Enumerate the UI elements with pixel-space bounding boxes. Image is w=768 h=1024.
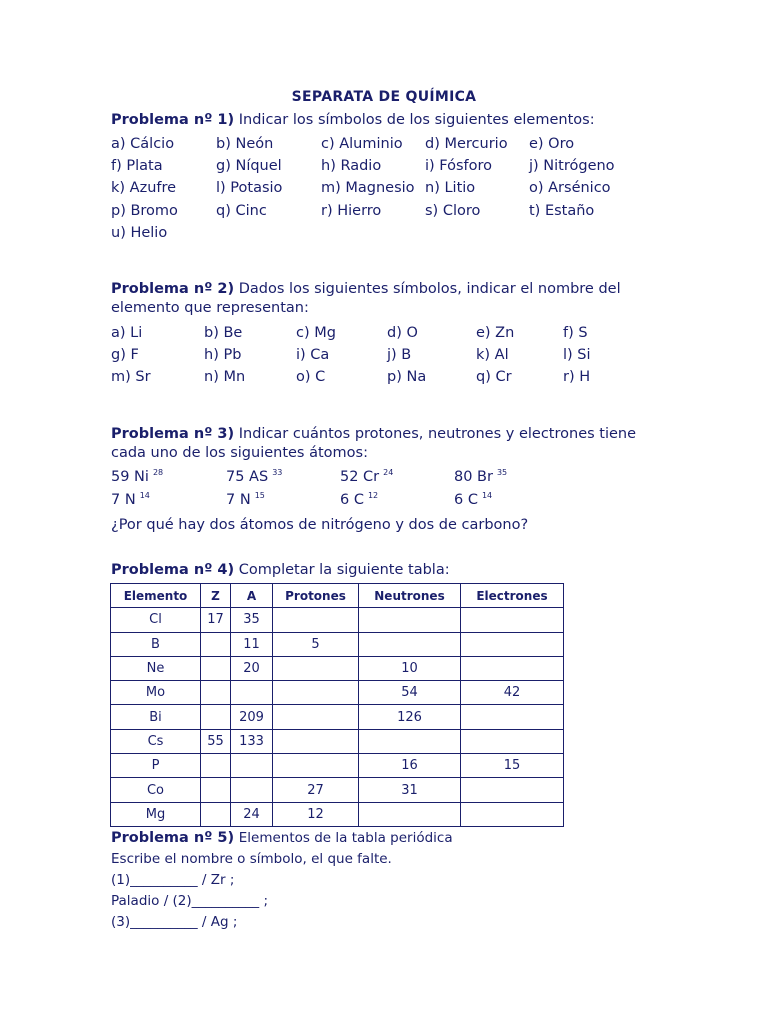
table-cell: Mg	[111, 802, 201, 826]
problem-5-instruction: Escribe el nombre o símbolo, el que falte.	[111, 851, 392, 867]
table-row	[111, 608, 564, 632]
atom-symbol: 6 C	[454, 492, 478, 508]
problem-1-item: l) Potasio	[216, 180, 283, 196]
table-cell	[273, 705, 359, 729]
problem-2-item: d) O	[387, 325, 418, 341]
table-row	[111, 632, 564, 656]
table-cell: 133	[231, 729, 273, 753]
page-title: SEPARATA DE QUÍMICA	[291, 89, 477, 105]
table-row	[111, 681, 564, 705]
problem-5-heading	[111, 829, 453, 848]
table-header-cell: Protones	[273, 584, 359, 608]
problem-5-text: Elementos de la tabla periódica	[238, 830, 453, 846]
problem-3-question: ¿Por qué hay dos átomos de nitrógeno y dos de carbono?	[111, 517, 529, 533]
problem-2-text-line1: Dados los siguientes símbolos, indicar el nombre del	[238, 281, 621, 297]
table-row	[111, 802, 564, 826]
problem-2-item: n) Mn	[204, 369, 246, 385]
problem-1-item: m) Magnesio	[321, 180, 415, 196]
atom-notation	[111, 468, 163, 485]
table-row	[111, 705, 564, 729]
table-body	[111, 608, 564, 827]
table-cell: 15	[461, 754, 564, 778]
table-cell	[461, 705, 564, 729]
atom-superscript: 28	[152, 468, 164, 477]
table-cell: 54	[359, 681, 461, 705]
table-cell: 24	[231, 802, 273, 826]
table-header-cell: Elemento	[111, 584, 201, 608]
problem-1-item: j) Nitrógeno	[529, 158, 615, 174]
problem-1-item: e) Oro	[529, 136, 575, 152]
problem-2-item: k) Al	[476, 347, 509, 363]
fill-in-line: (1)__________ / Zr ;	[111, 872, 235, 888]
problem-2-item: a) Li	[111, 325, 143, 341]
table-cell: Cl	[111, 608, 201, 632]
atom-symbol: 52 Cr	[340, 469, 380, 485]
table-cell: Ne	[111, 656, 201, 680]
problem-2-item: o) C	[296, 369, 326, 385]
problem-2-item: h) Pb	[204, 347, 242, 363]
table-cell	[201, 705, 231, 729]
atom-superscript: 14	[481, 491, 493, 500]
atom-notation	[226, 491, 265, 508]
table-cell	[461, 608, 564, 632]
table-cell	[201, 656, 231, 680]
atom-symbol: 59 Ni	[111, 469, 149, 485]
problem-2-text-line2: elemento que representan:	[111, 300, 309, 316]
table-cell: Bi	[111, 705, 201, 729]
table-cell	[231, 754, 273, 778]
table-cell: 31	[359, 778, 461, 802]
problem-4-label: Problema nº 4)	[111, 562, 235, 578]
table-cell: B	[111, 632, 201, 656]
table-cell	[359, 632, 461, 656]
atom-superscript: 35	[496, 468, 508, 477]
fill-in-line: (3)__________ / Ag ;	[111, 914, 238, 930]
atom-symbol: 7 N	[111, 492, 136, 508]
table-cell	[273, 681, 359, 705]
table-cell: 12	[273, 802, 359, 826]
table-row	[111, 778, 564, 802]
problem-1-item: h) Radio	[321, 158, 382, 174]
problem-1-item: t) Estaño	[529, 203, 595, 219]
fill-in-line: Paladio / (2)__________ ;	[111, 893, 269, 909]
atom-notation	[340, 468, 393, 485]
atom-superscript: 24	[383, 468, 394, 477]
table-cell: 42	[461, 681, 564, 705]
problem-2-item: b) Be	[204, 325, 243, 341]
table-cell: 17	[201, 608, 231, 632]
problem-2-item: l) Si	[563, 347, 591, 363]
table-header-cell: A	[231, 584, 273, 608]
problem-2-item: q) Cr	[476, 369, 512, 385]
problem-1-item: u) Helio	[111, 225, 168, 241]
problem-2-item: c) Mg	[296, 325, 336, 341]
table-row	[111, 729, 564, 753]
table-cell: Cs	[111, 729, 201, 753]
atom-notation	[454, 468, 507, 485]
atom-symbol: 6 C	[340, 492, 364, 508]
atom-superscript: 12	[367, 491, 379, 500]
table-row	[111, 656, 564, 680]
table-cell	[273, 656, 359, 680]
table-row	[111, 754, 564, 778]
problem-2-item: e) Zn	[476, 325, 515, 341]
problem-1-item: g) Níquel	[216, 158, 282, 174]
table-cell	[273, 754, 359, 778]
table-cell	[359, 608, 461, 632]
table-cell	[461, 802, 564, 826]
table-header-cell: Neutrones	[359, 584, 461, 608]
table-cell	[461, 778, 564, 802]
problem-1-item: b) Neón	[216, 136, 274, 152]
problem-1-item: f) Plata	[111, 158, 163, 174]
table-cell	[461, 729, 564, 753]
atom-symbol: 80 Br	[454, 469, 493, 485]
problem-1-item: d) Mercurio	[425, 136, 508, 152]
table-cell	[359, 729, 461, 753]
table-header-row	[111, 584, 564, 608]
problem-2-item: g) F	[111, 347, 139, 363]
table-cell: 55	[201, 729, 231, 753]
problem-1-item: o) Arsénico	[529, 180, 611, 196]
table-cell	[201, 681, 231, 705]
problem-1-text: Indicar los símbolos de los siguientes elementos:	[238, 112, 595, 128]
problem-1-item: p) Bromo	[111, 203, 178, 219]
problem-1-item: r) Hierro	[321, 203, 382, 219]
problem-5-label: Problema nº 5)	[111, 830, 235, 846]
problem-2-item: m) Sr	[111, 369, 151, 385]
problem-3-heading	[111, 425, 636, 444]
problem-1-item: q) Cinc	[216, 203, 267, 219]
table-cell: 11	[231, 632, 273, 656]
problem-1-item: k) Azufre	[111, 180, 177, 196]
table-cell: 209	[231, 705, 273, 729]
atom-notation	[340, 491, 378, 508]
table-cell	[201, 632, 231, 656]
problem-2-item: r) H	[563, 369, 591, 385]
atom-notation	[454, 491, 492, 508]
problem-2-item: i) Ca	[296, 347, 330, 363]
problem-1-item: a) Cálcio	[111, 136, 175, 152]
atom-symbol: 75 AS	[226, 469, 269, 485]
table-cell: Co	[111, 778, 201, 802]
table-header-cell: Electrones	[461, 584, 564, 608]
problem-1-item: s) Cloro	[425, 203, 481, 219]
table-cell	[461, 632, 564, 656]
atom-superscript: 15	[254, 491, 265, 500]
table-cell	[231, 681, 273, 705]
table-cell	[201, 802, 231, 826]
problem-1-label: Problema nº 1)	[111, 112, 235, 128]
problem-1-heading	[111, 111, 595, 130]
atom-superscript: 14	[139, 491, 150, 500]
table-header-cell: Z	[201, 584, 231, 608]
table-cell: P	[111, 754, 201, 778]
table-cell	[273, 608, 359, 632]
table-cell: 126	[359, 705, 461, 729]
table-cell	[273, 729, 359, 753]
problem-2-label: Problema nº 2)	[111, 281, 235, 297]
table-cell: 16	[359, 754, 461, 778]
table-cell	[231, 778, 273, 802]
problem-1-item: c) Aluminio	[321, 136, 403, 152]
table-cell: Mo	[111, 681, 201, 705]
problem-2-item: j) B	[387, 347, 412, 363]
table-cell	[461, 656, 564, 680]
problem-3-text-line2: cada uno de los siguientes átomos:	[111, 445, 368, 461]
problem-4-text: Completar la siguiente tabla:	[238, 562, 450, 578]
table-cell: 35	[231, 608, 273, 632]
table-cell: 27	[273, 778, 359, 802]
problem-2-heading	[111, 280, 621, 299]
atom-superscript: 33	[272, 468, 283, 477]
problem-2-item: p) Na	[387, 369, 427, 385]
table-cell	[201, 778, 231, 802]
problem-1-item: i) Fósforo	[425, 158, 493, 174]
table-cell: 5	[273, 632, 359, 656]
table-cell	[359, 802, 461, 826]
problem-4-heading	[111, 561, 450, 580]
atom-notation	[111, 491, 150, 508]
problem-3-text-line1: Indicar cuántos protones, neutrones y electrones tiene	[238, 426, 637, 442]
problem-3-label: Problema nº 3)	[111, 426, 235, 442]
elements-table	[110, 583, 564, 827]
problem-1-item: n) Litio	[425, 180, 476, 196]
table-cell: 10	[359, 656, 461, 680]
table-cell	[201, 754, 231, 778]
table-cell: 20	[231, 656, 273, 680]
atom-notation	[226, 468, 282, 485]
problem-2-item: f) S	[563, 325, 588, 341]
atom-symbol: 7 N	[226, 492, 251, 508]
